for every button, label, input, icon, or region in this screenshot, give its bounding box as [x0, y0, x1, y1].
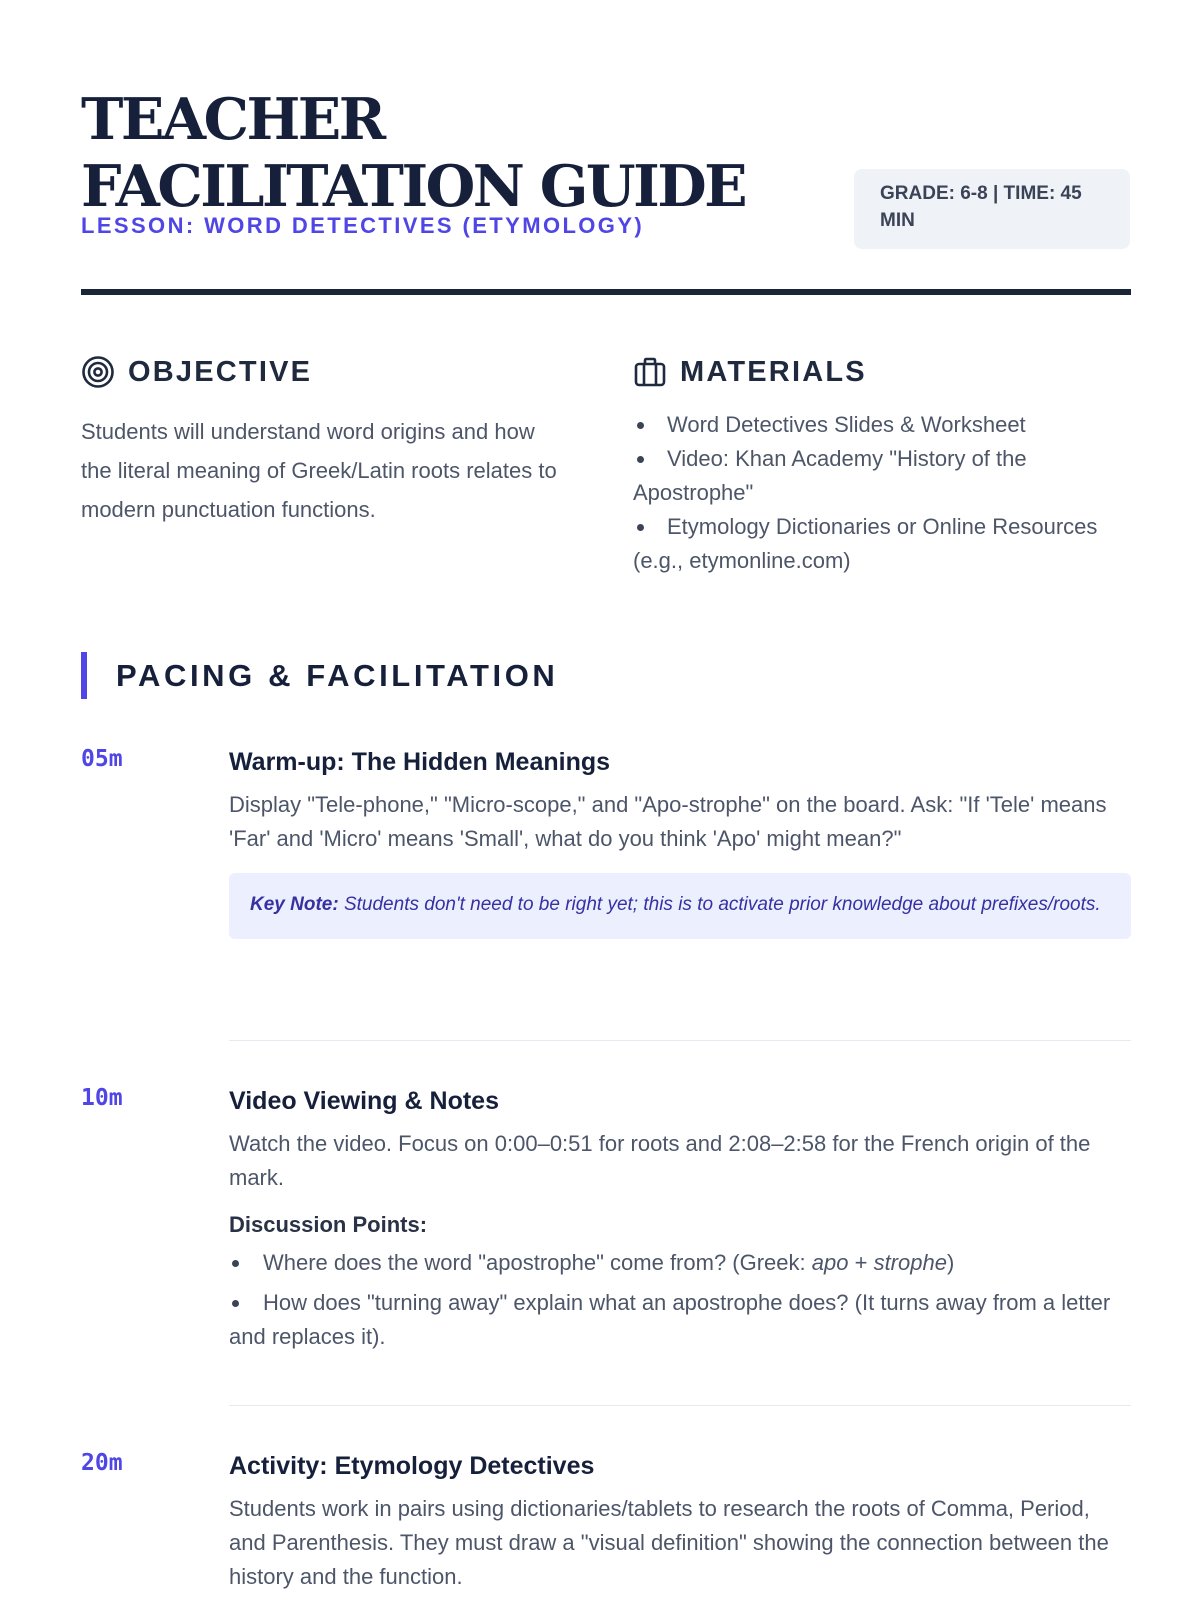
list-item [229, 1246, 1131, 1280]
step-time: 10m [81, 1085, 123, 1111]
objective-section [81, 350, 571, 529]
step-title: Video Viewing & Notes [229, 1087, 499, 1115]
pacing-heading: PACING & FACILITATION [116, 657, 559, 693]
header [81, 86, 1131, 246]
point-text: ) [946, 1250, 955, 1275]
materials-section [633, 350, 1113, 578]
grade-time-badge: GRADE: 6-8 | TIME: 45 MIN [854, 169, 1130, 249]
point-text: + [848, 1250, 874, 1275]
point-text: Where does the word "apostrophe" come from? (Greek: [263, 1250, 812, 1275]
step-divider [229, 1405, 1131, 1406]
step-body [229, 1085, 1131, 1360]
discussion-label: Discussion Points: [229, 1212, 428, 1237]
objective-text: Students will understand word origins and how the literal meaning of Greek/Latin roots relates to modern punctuation functions. [81, 419, 557, 522]
step-body [229, 746, 1131, 939]
list-item: Word Detectives Slides & Worksheet [633, 408, 1113, 442]
step-time: 05m [81, 746, 123, 772]
materials-list [633, 408, 1113, 578]
discussion-list [229, 1246, 1131, 1354]
step-divider [229, 1040, 1131, 1041]
header-divider [81, 289, 1131, 295]
key-note-text: Students don't need to be right yet; this is to activate prior knowledge about prefixes/roots. [343, 894, 1101, 915]
list-item: How does "turning away" explain what an apostrophe does? (It turns away from a letter and replaces it). [229, 1286, 1131, 1354]
pacing-heading-row [81, 652, 558, 699]
briefcase-icon [633, 355, 667, 389]
step-description: Watch the video. Focus on 0:00–0:51 for roots and 2:08–2:58 for the French origin of the mark. [229, 1131, 1091, 1190]
step-body [229, 1450, 1131, 1594]
key-note-label: Key Note: [250, 894, 339, 915]
list-item: Etymology Dictionaries or Online Resources (e.g., etymonline.com) [633, 510, 1113, 578]
list-item: Video: Khan Academy "History of the Apostrophe" [633, 442, 1113, 510]
step-description: Display "Tele-phone," "Micro-scope," and "Apo-strophe" on the board. Ask: "If 'Tele' means 'Far' and 'Micro' means 'Small', what do you think 'Apo' might mean?" [229, 792, 1107, 851]
point-emphasis: apo [811, 1250, 849, 1275]
step-title: Warm-up: The Hidden Meanings [229, 748, 611, 776]
step-time: 20m [81, 1450, 123, 1476]
page-title: TEACHER FACILITATION GUIDE [81, 86, 746, 220]
step-description: Students work in pairs using dictionaries/tablets to research the roots of Comma, Period, and Parenthesis. They must draw a "visual definition" showing the connection between the history and the function. [229, 1496, 1109, 1589]
step-title: Activity: Etymology Detectives [229, 1452, 595, 1480]
lesson-subtitle: LESSON: WORD DETECTIVES (ETYMOLOGY) [81, 213, 645, 238]
materials-heading-row [633, 350, 1113, 394]
point-emphasis: strophe [873, 1250, 947, 1275]
target-icon [81, 355, 115, 389]
objective-heading: OBJECTIVE [128, 355, 313, 388]
objective-heading-row [81, 350, 571, 394]
materials-heading: MATERIALS [680, 355, 867, 388]
key-note [229, 873, 1131, 939]
